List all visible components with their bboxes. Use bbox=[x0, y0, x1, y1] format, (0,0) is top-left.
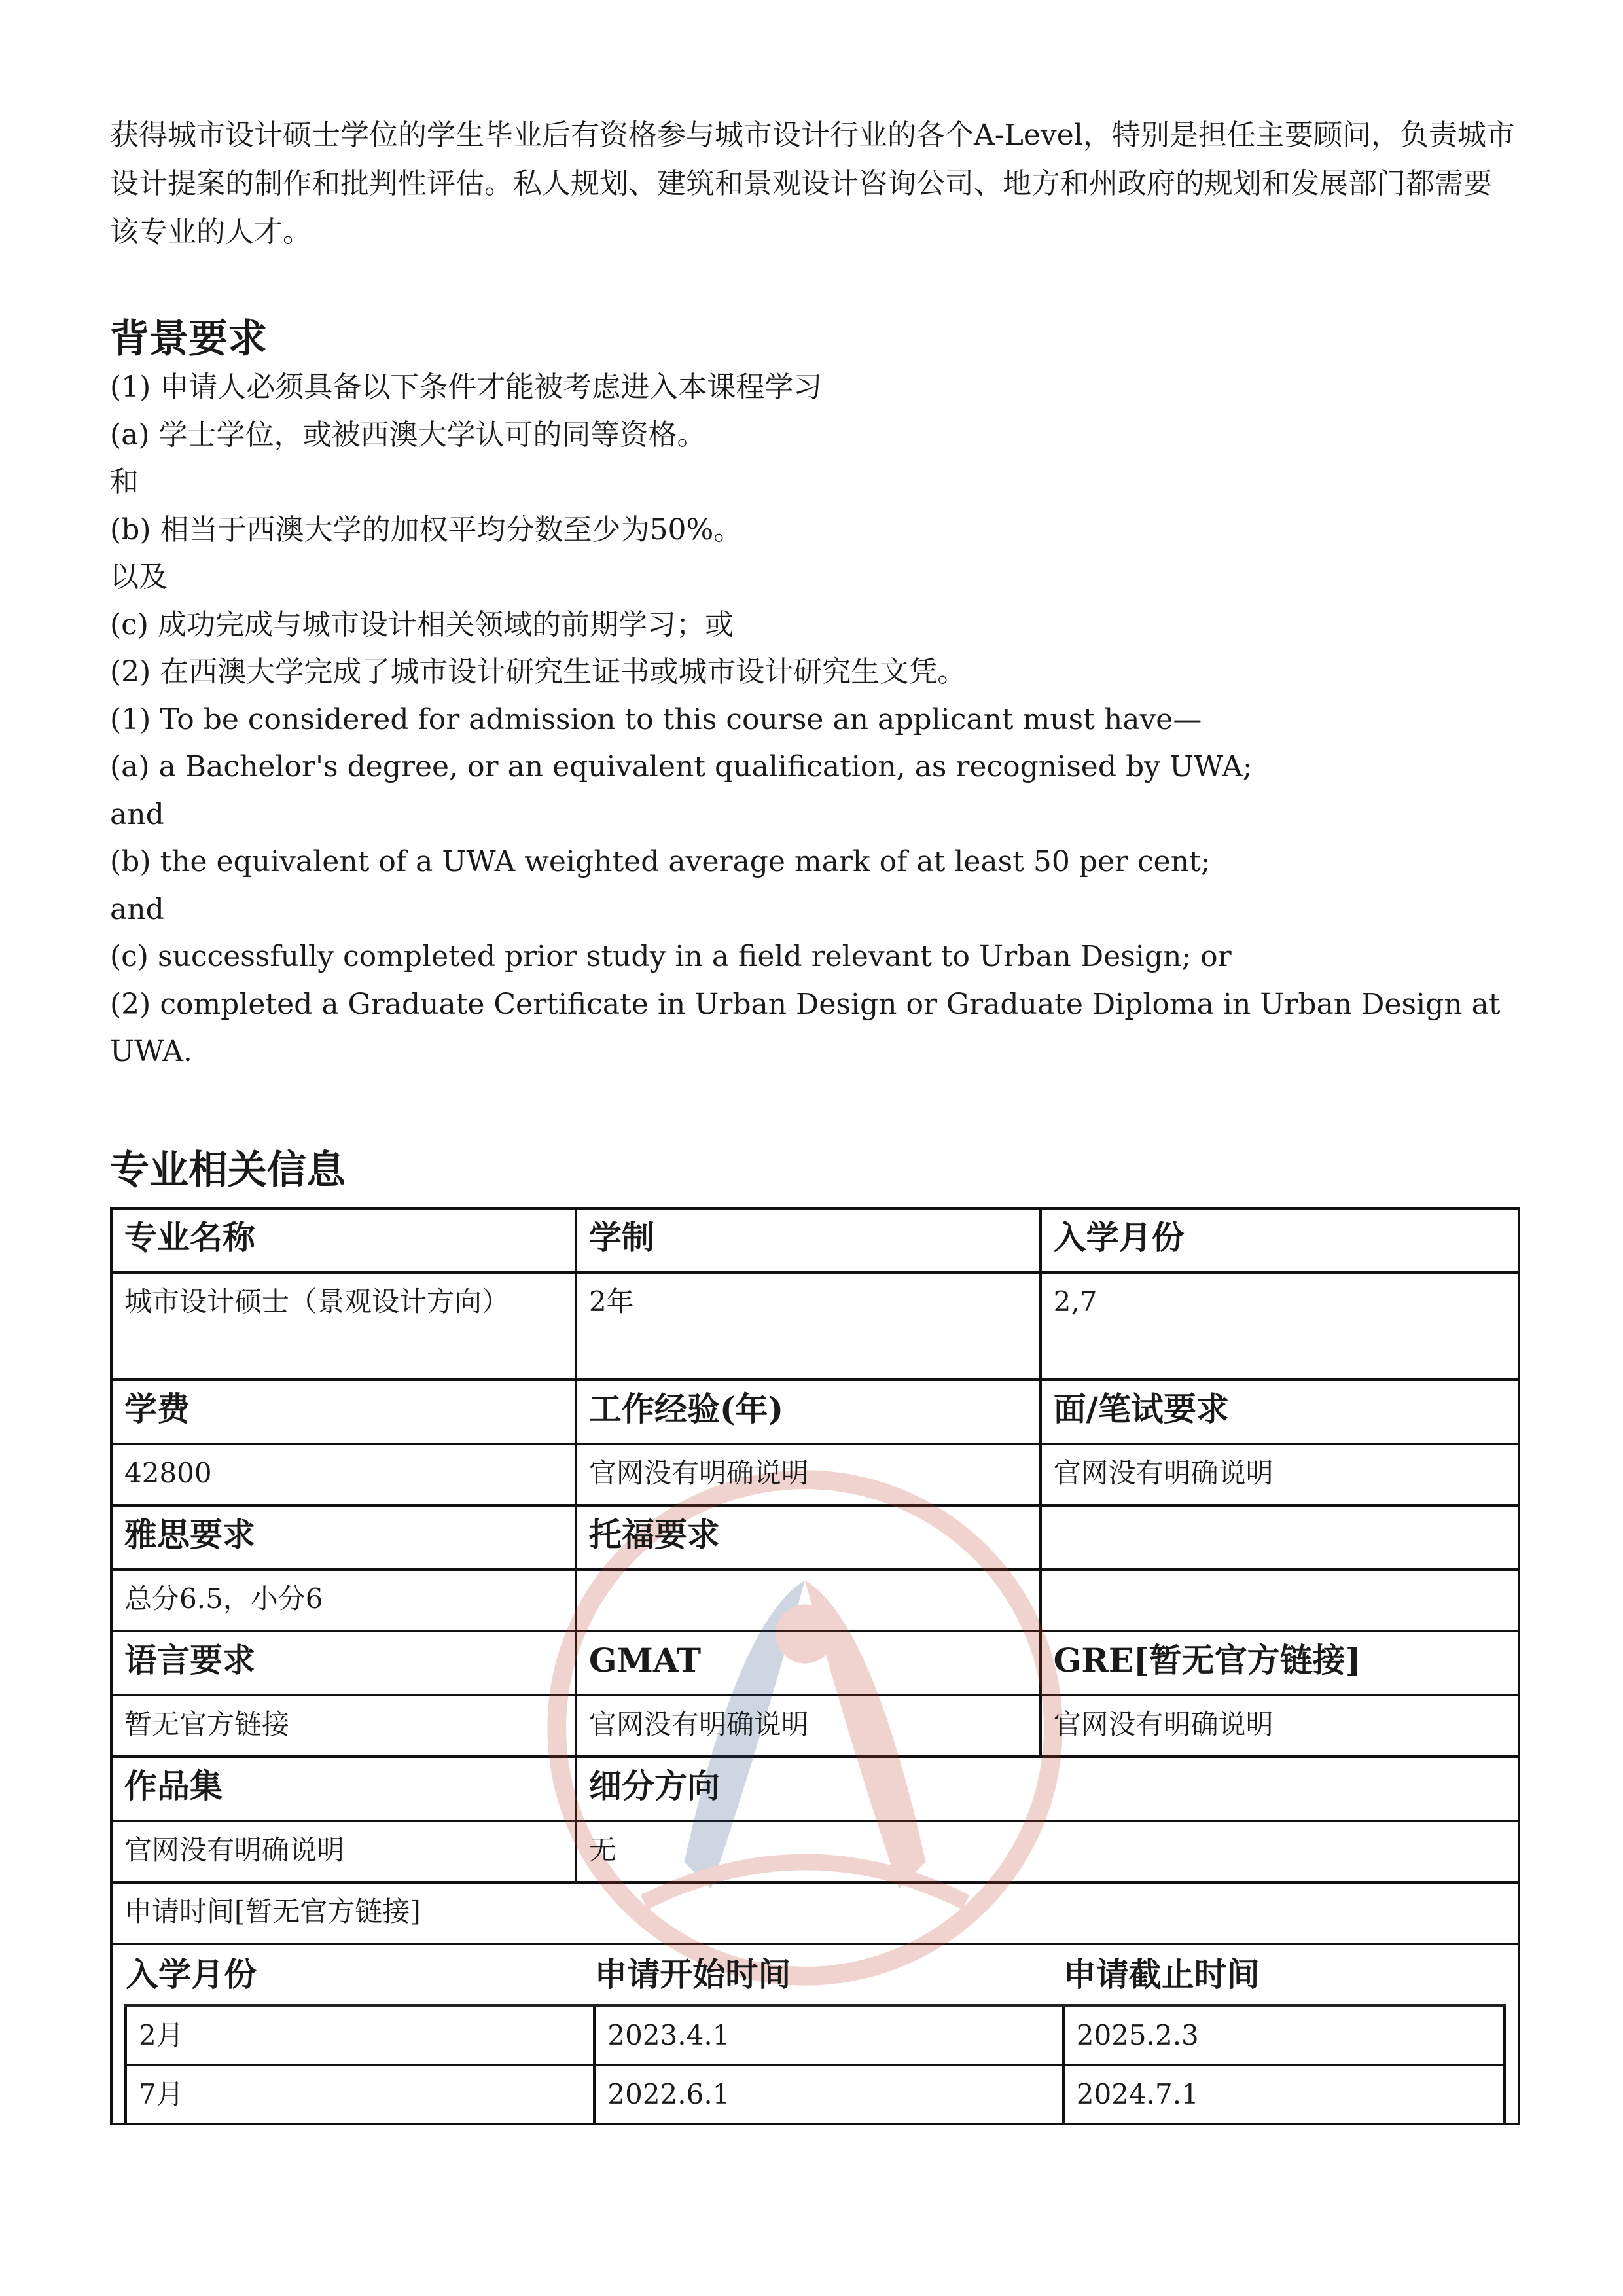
schedule-cell: 2024.7.1 bbox=[1063, 2065, 1505, 2123]
application-schedule-table bbox=[124, 1945, 1506, 2123]
program-info-table bbox=[110, 1207, 1520, 2125]
value-portfolio: 官网没有明确说明 bbox=[111, 1821, 576, 1882]
table-row bbox=[126, 2065, 1505, 2123]
program-info-heading: 专业相关信息 bbox=[110, 1147, 346, 1193]
value-interview: 官网没有明确说明 bbox=[1041, 1444, 1519, 1505]
schedule-cell: 2023.4.1 bbox=[594, 2006, 1063, 2066]
value-ielts: 总分6.5，小分6 bbox=[111, 1570, 576, 1631]
value-toefl bbox=[576, 1570, 1041, 1631]
label-gre: GRE[暂无官方链接] bbox=[1041, 1631, 1519, 1695]
value-duration: 2年 bbox=[576, 1272, 1041, 1380]
requirement-line: (a) a Bachelor's degree, or an equivalent qualification, as recognised by UWA; bbox=[110, 750, 1253, 783]
requirement-line: 和 bbox=[110, 465, 139, 499]
value-specialization: 无 bbox=[576, 1821, 1519, 1882]
label-application-time: 申请时间[暂无官方链接] bbox=[111, 1882, 1519, 1944]
label-toefl: 托福要求 bbox=[576, 1505, 1041, 1570]
requirement-line: and bbox=[110, 797, 164, 831]
schedule-cell: 2月 bbox=[126, 2006, 594, 2066]
requirement-line: (1) 申请人必须具备以下条件才能被考虑进入本课程学习 bbox=[110, 370, 823, 404]
label-interview: 面/笔试要求 bbox=[1041, 1380, 1519, 1444]
label-intake: 入学月份 bbox=[1041, 1208, 1519, 1272]
schedule-header-start: 申请开始时间 bbox=[594, 1945, 1063, 2006]
value-language: 暂无官方链接 bbox=[111, 1695, 576, 1757]
requirement-line: and bbox=[110, 892, 164, 926]
schedule-header-intake: 入学月份 bbox=[126, 1945, 594, 2006]
requirement-line: (2) 在西澳大学完成了城市设计研究生证书或城市设计研究生文凭。 bbox=[110, 655, 967, 689]
background-requirements bbox=[110, 364, 1520, 1076]
value-work-experience: 官网没有明确说明 bbox=[576, 1444, 1041, 1505]
requirement-line: (c) 成功完成与城市设计相关领域的前期学习；或 bbox=[110, 607, 734, 641]
label-program-name: 专业名称 bbox=[111, 1208, 576, 1272]
intro-text: 获得城市设计硕士学位的学生毕业后有资格参与城市设计行业的各个A-Level，特别是担任主要顾问，负责城市设计提案的制作和批判性评估。私人规划、建筑和景观设计咨询公司、地方和州政府的规划和发展部门都需要该专业的人才。 bbox=[110, 118, 1515, 249]
table-row bbox=[126, 2006, 1505, 2066]
requirement-line: (b) the equivalent of a UWA weighted average mark of at least 50 per cent; bbox=[110, 845, 1211, 878]
value-gre: 官网没有明确说明 bbox=[1041, 1695, 1519, 1757]
label-work-experience: 工作经验(年) bbox=[576, 1380, 1041, 1444]
value-program-name: 城市设计硕士（景观设计方向） bbox=[111, 1272, 576, 1380]
label-language: 语言要求 bbox=[111, 1631, 576, 1695]
requirement-line: (1) To be considered for admission to this course an applicant must have— bbox=[110, 702, 1202, 736]
value-tuition: 42800 bbox=[111, 1444, 576, 1505]
label-gmat: GMAT bbox=[576, 1631, 1041, 1695]
requirement-line: (b) 相当于西澳大学的加权平均分数至少为50%。 bbox=[110, 512, 743, 547]
value-gmat: 官网没有明确说明 bbox=[576, 1695, 1041, 1757]
label-portfolio: 作品集 bbox=[111, 1757, 576, 1821]
label-tuition: 学费 bbox=[111, 1380, 576, 1444]
label-duration: 学制 bbox=[576, 1208, 1041, 1272]
intro-paragraph bbox=[110, 111, 1520, 257]
requirement-line: 以及 bbox=[110, 560, 168, 594]
label-specialization: 细分方向 bbox=[576, 1757, 1519, 1821]
empty-cell bbox=[1041, 1570, 1519, 1631]
value-intake: 2,7 bbox=[1041, 1272, 1519, 1380]
requirement-line: (a) 学士学位，或被西澳大学认可的同等资格。 bbox=[110, 418, 706, 452]
schedule-header-deadline: 申请截止时间 bbox=[1063, 1945, 1505, 2006]
empty-cell bbox=[1041, 1505, 1519, 1570]
label-ielts: 雅思要求 bbox=[111, 1505, 576, 1570]
schedule-cell: 2025.2.3 bbox=[1063, 2006, 1505, 2066]
schedule-cell: 2022.6.1 bbox=[594, 2065, 1063, 2123]
background-heading: 背景要求 bbox=[110, 316, 267, 362]
schedule-cell: 7月 bbox=[126, 2065, 594, 2123]
requirement-line: (c) successfully completed prior study in a field relevant to Urban Design; or bbox=[110, 940, 1232, 973]
requirement-line: (2) completed a Graduate Certificate in Urban Design or Graduate Diploma in Urban Design at UWA. bbox=[110, 987, 1501, 1068]
application-schedule-cell bbox=[111, 1944, 1519, 2124]
